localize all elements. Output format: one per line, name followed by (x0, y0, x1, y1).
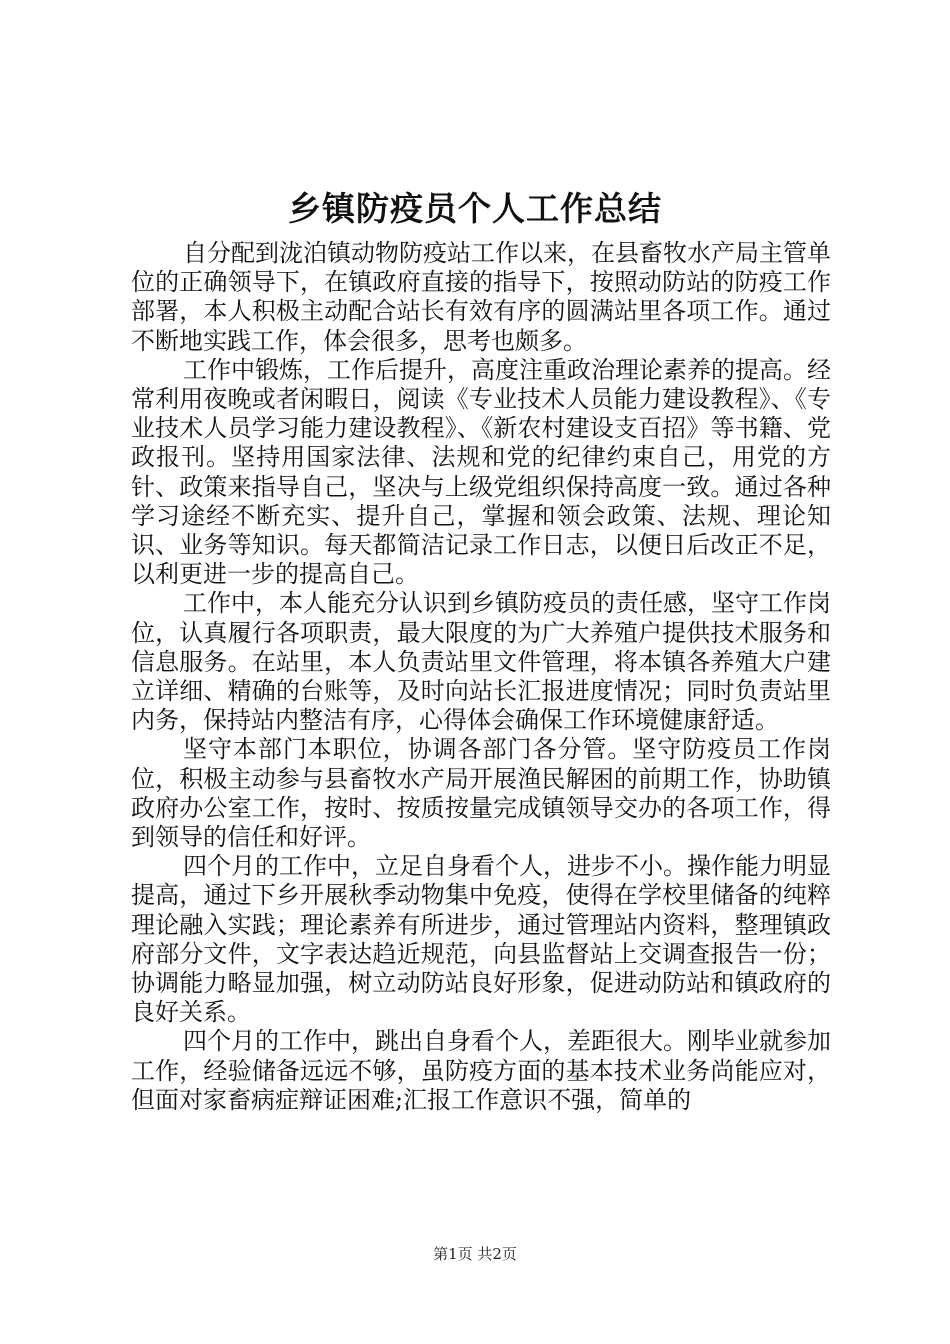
paragraph-4: 坚守本部门本职位，协调各部门各分管。坚守防疫员工作岗位，积极主动参与县畜牧水产局开展渔民解困的前期工作，协助镇政府办公室工作，按时、按质按量完成镇领导交办的各项工作，得到领导的信任和好评。 (131, 735, 831, 852)
paragraph-2: 工作中锻炼，工作后提升，高度注重政治理论素养的提高。经常利用夜晚或者闲暇日，阅读《专业技术人员能力建设教程》、《专业技术人员学习能力建设教程》、《新农村建设支百招》等书籍、党政报刊。坚持用国家法律、法规和党的纪律约束自己，用党的方针、政策来指导自己，坚决与上级党组织保持高度一致。通过各种学习途经不断充实、提升自己，掌握和领会政策、法规、理论知识、业务等知识。每天都简洁记录工作日志，以便日后改正不足，以利更进一步的提高自己。 (131, 355, 831, 589)
paragraph-5: 四个月的工作中，立足自身看个人，进步不小。操作能力明显提高，通过下乡开展秋季动物集中免疫，使得在学校里储备的纯粹理论融入实践；理论素养有所进步，通过管理站内资料，整理镇政府部分文件，文字表达趋近规范，向县监督站上交调查报告一份；协调能力略显加强，树立动防站良好形象，促进动防站和镇政府的良好关系。 (131, 852, 831, 1027)
paragraph-3: 工作中，本人能充分认识到乡镇防疫员的责任感，坚守工作岗位，认真履行各项职责，最大限度的为广大养殖户提供技术服务和信息服务。在站里，本人负责站里文件管理，将本镇各养殖大户建立详细、精确的台账等，及时向站长汇报进度情况；同时负责站里内务，保持站内整洁有序，心得体会确保工作环境健康舒适。 (131, 589, 831, 735)
document-body (131, 239, 831, 1115)
paragraph-6: 四个月的工作中，跳出自身看个人，差距很大。刚毕业就参加工作，经验储备远远不够，虽防疫方面的基本技术业务尚能应对，但面对家畜病症辩证困难;汇报工作意识不强，简单的 (131, 1027, 831, 1114)
document-title: 乡镇防疫员个人工作总结 (288, 189, 662, 228)
page-footer: 第1页 共2页 (433, 1245, 517, 1263)
paragraph-1: 自分配到泷泊镇动物防疫站工作以来，在县畜牧水产局主管单位的正确领导下，在镇政府直接的指导下，按照动防站的防疫工作部署，本人积极主动配合站长有效有序的圆满站里各项工作。通过不断地实践工作，体会很多，思考也颇多。 (131, 239, 831, 355)
